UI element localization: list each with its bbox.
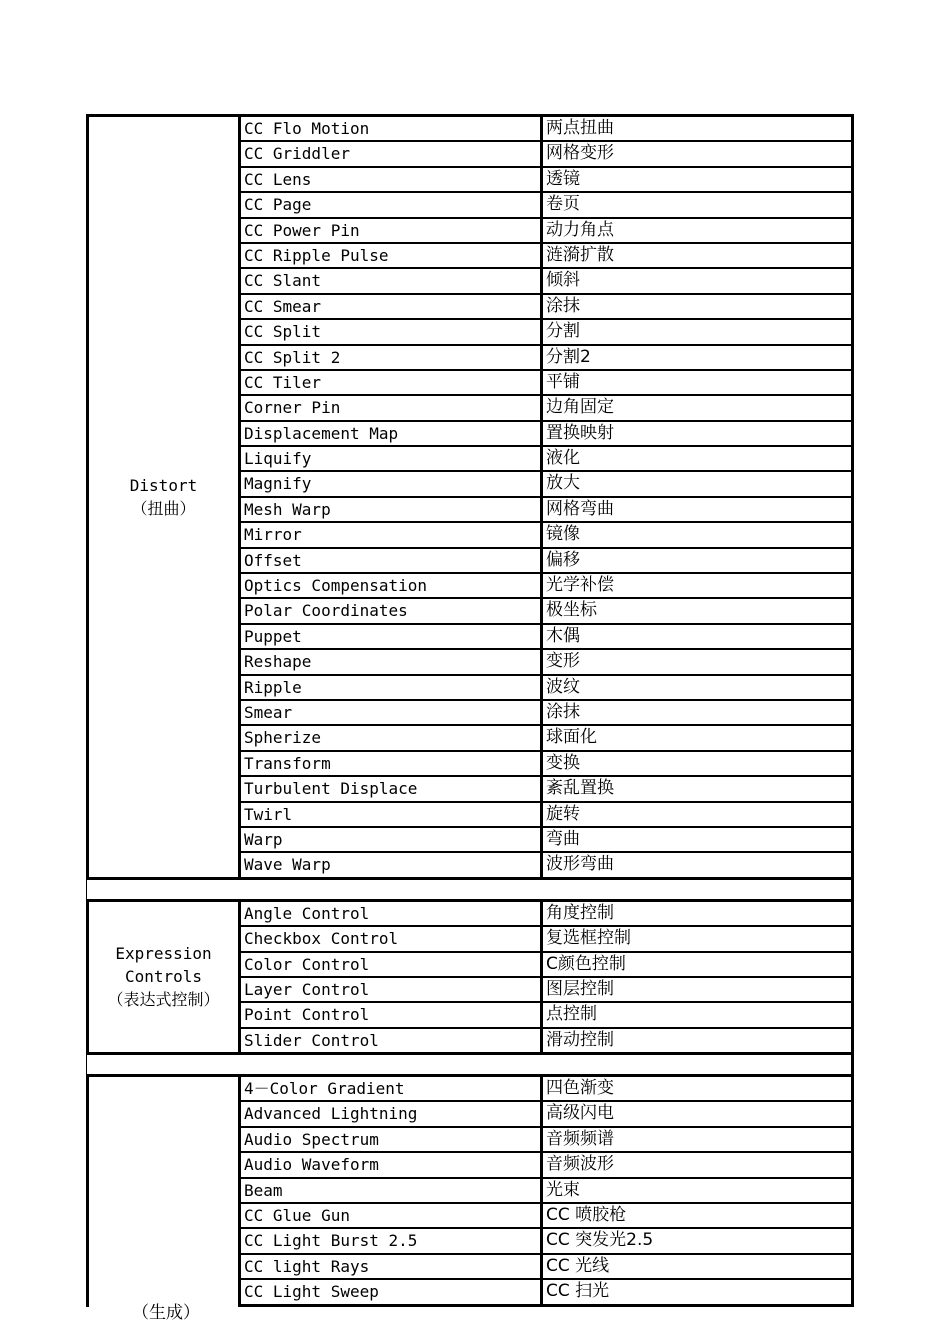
category-name-en-line1: Expression [115, 944, 212, 964]
effect-name-en: CC Split 2 [241, 346, 543, 369]
effect-name-zh: 倾斜 [546, 270, 580, 291]
effect-name-zh: 分割 [546, 321, 580, 342]
effect-row [241, 549, 851, 574]
effect-rows-expression-controls [241, 902, 851, 1052]
effect-name-zh: 波形弯曲 [546, 854, 614, 875]
effect-row [241, 574, 851, 599]
effect-row [241, 676, 851, 701]
effect-name-zh: 复选框控制 [546, 928, 631, 949]
effect-name-en: CC Glue Gun [241, 1204, 543, 1227]
effect-row [241, 752, 851, 777]
effect-row [241, 1153, 851, 1178]
effect-name-zh: CC 突发光2.5 [546, 1230, 654, 1251]
effect-row [241, 523, 851, 548]
category-name-en-line2: Controls [124, 967, 203, 987]
effect-name-zh: 两点扭曲 [546, 118, 614, 138]
effect-name-zh: 变换 [546, 752, 580, 773]
effect-name-en: Reshape [241, 650, 543, 673]
effect-row [241, 371, 851, 396]
effect-name-zh: 球面化 [546, 727, 597, 748]
effect-name-zh: 高级闪电 [546, 1103, 614, 1124]
effect-row [241, 902, 851, 927]
effect-name-en: Ripple [241, 676, 543, 699]
effect-name-en: Advanced Lightning [241, 1102, 543, 1125]
effect-row [241, 726, 851, 751]
effect-row [241, 422, 851, 447]
effect-row [241, 701, 851, 726]
effect-name-zh: 网格变形 [546, 143, 614, 164]
effect-row [241, 927, 851, 952]
effect-row [241, 1102, 851, 1127]
section-expression-controls [86, 902, 854, 1055]
effect-row [241, 295, 851, 320]
effect-name-zh: 置换映射 [546, 422, 614, 443]
effect-name-zh: 角度控制 [546, 902, 614, 923]
effect-row [241, 828, 851, 853]
category-cell-distort [89, 117, 241, 877]
effect-name-en: 4－Color Gradient [241, 1077, 543, 1100]
category-cell-generate [89, 1077, 241, 1307]
effect-name-en: Wave Warp [241, 853, 543, 876]
effect-name-en: CC Slant [241, 269, 543, 292]
effect-row [241, 1128, 851, 1153]
effect-name-zh: CC 喷胶枪 [546, 1205, 627, 1226]
effect-name-en: Magnify [241, 472, 543, 495]
effect-row [241, 219, 851, 244]
effect-name-zh: 动力角点 [546, 219, 614, 240]
effect-name-zh: 镜像 [546, 524, 580, 545]
effect-name-en: Offset [241, 549, 543, 572]
effect-name-en: Spherize [241, 726, 543, 749]
section-distort [86, 114, 854, 880]
effect-row [241, 1255, 851, 1280]
effect-name-en: Puppet [241, 625, 543, 648]
effect-name-en: CC Power Pin [241, 219, 543, 242]
effect-row [241, 117, 851, 142]
effect-name-zh: 波纹 [546, 676, 580, 697]
effect-name-en: Turbulent Displace [241, 777, 543, 800]
effect-name-zh: 涟漪扩散 [546, 244, 614, 265]
effect-row [241, 599, 851, 624]
effect-name-zh: 光学补偿 [546, 575, 614, 596]
effect-name-en: Layer Control [241, 978, 543, 1001]
effect-row [241, 1029, 851, 1052]
effect-name-zh: CC 扫光 [546, 1281, 610, 1302]
effect-name-zh: 音频波形 [546, 1154, 614, 1175]
effect-name-zh: 涂抹 [546, 295, 580, 316]
effect-name-zh: 卷页 [546, 194, 580, 215]
effect-row [241, 1179, 851, 1204]
effect-name-zh: CC 光线 [546, 1255, 610, 1276]
category-name-zh: （表达式控制） [107, 990, 220, 1010]
effect-name-zh: 音频频谱 [546, 1128, 614, 1149]
effect-name-en: Checkbox Control [241, 927, 543, 950]
effect-name-en: Liquify [241, 447, 543, 470]
effect-name-en: CC Light Sweep [241, 1280, 543, 1303]
effect-name-en: CC Smear [241, 295, 543, 318]
effect-name-en: CC Page [241, 193, 543, 216]
category-name-en: Distort [129, 475, 198, 495]
effect-row [241, 650, 851, 675]
effect-name-zh: 四色渐变 [546, 1078, 614, 1099]
effect-row [241, 320, 851, 345]
effect-row [241, 346, 851, 371]
effect-row [241, 853, 851, 876]
effect-row [241, 803, 851, 828]
effect-name-en: CC Flo Motion [241, 117, 543, 140]
effect-name-zh: 涂抹 [546, 701, 580, 722]
effect-rows-distort [241, 117, 851, 877]
effect-row [241, 472, 851, 497]
effect-row [241, 777, 851, 802]
effect-name-zh: 极坐标 [546, 600, 597, 621]
effect-name-en: Audio Spectrum [241, 1128, 543, 1151]
effect-row [241, 269, 851, 294]
effect-name-en: CC Ripple Pulse [241, 244, 543, 267]
effect-row [241, 498, 851, 523]
effect-name-en: Mesh Warp [241, 498, 543, 521]
effect-name-zh: 点控制 [546, 1004, 597, 1025]
category-name-zh-generate: （生成） [132, 1303, 200, 1323]
effect-name-zh: 边角固定 [546, 397, 614, 418]
effect-name-zh: 变形 [546, 651, 580, 672]
effect-name-zh: 木偶 [546, 625, 580, 646]
effect-row [241, 978, 851, 1003]
effect-name-zh: 网格弯曲 [546, 498, 614, 519]
effect-row [241, 953, 851, 978]
effect-name-en: CC Tiler [241, 371, 543, 394]
effect-row [241, 447, 851, 472]
effect-name-en: Optics Compensation [241, 574, 543, 597]
effect-name-zh: 透镜 [546, 168, 580, 189]
section-generate [86, 1077, 854, 1307]
effect-name-en: Color Control [241, 953, 543, 976]
effect-row [241, 244, 851, 269]
effect-name-en: CC Lens [241, 168, 543, 191]
effect-name-en: CC light Rays [241, 1255, 543, 1278]
effect-name-zh: C颜色控制 [546, 953, 626, 974]
effect-rows-generate [241, 1077, 851, 1307]
effect-row [241, 1229, 851, 1254]
effect-name-zh: 分割2 [546, 346, 591, 367]
section-spacer [86, 1055, 854, 1077]
effects-table [86, 114, 854, 1307]
effect-row [241, 193, 851, 218]
effect-row [241, 1003, 851, 1028]
category-cell-expression-controls [89, 902, 241, 1052]
effect-name-en: Displacement Map [241, 422, 543, 445]
effect-name-en: Audio Waveform [241, 1153, 543, 1176]
effect-name-en: Polar Coordinates [241, 599, 543, 622]
effect-name-en: Transform [241, 752, 543, 775]
effect-name-en: Point Control [241, 1003, 543, 1026]
effect-row [241, 396, 851, 421]
effect-name-zh: 液化 [546, 448, 580, 469]
effect-name-en: Corner Pin [241, 396, 543, 419]
section-spacer [86, 880, 854, 902]
effect-row [241, 1280, 851, 1303]
effect-name-en: Angle Control [241, 902, 543, 925]
effect-row [241, 168, 851, 193]
effect-name-zh: 偏移 [546, 549, 580, 570]
effect-name-en: Smear [241, 701, 543, 724]
effect-name-zh: 图层控制 [546, 978, 614, 999]
effect-name-en: CC Split [241, 320, 543, 343]
effect-name-en: CC Light Burst 2.5 [241, 1229, 543, 1252]
effect-name-zh: 放大 [546, 473, 580, 494]
effect-name-en: Slider Control [241, 1029, 543, 1052]
effect-row [241, 142, 851, 167]
effect-row [241, 625, 851, 650]
effect-name-en: CC Griddler [241, 142, 543, 165]
effect-name-zh: 旋转 [546, 803, 580, 824]
effect-name-en: Mirror [241, 523, 543, 546]
effect-name-zh: 弯曲 [546, 828, 580, 849]
effect-name-zh: 紊乱置换 [546, 778, 614, 799]
effect-name-zh: 滑动控制 [546, 1029, 614, 1050]
effect-name-zh: 光束 [546, 1179, 580, 1200]
effect-name-en: Warp [241, 828, 543, 851]
effect-row [241, 1204, 851, 1229]
category-name-zh: （扭曲） [131, 498, 196, 518]
effect-name-en: Twirl [241, 803, 543, 826]
effect-row [241, 1077, 851, 1102]
effect-name-en: Beam [241, 1179, 543, 1202]
effect-name-zh: 平铺 [546, 371, 580, 392]
